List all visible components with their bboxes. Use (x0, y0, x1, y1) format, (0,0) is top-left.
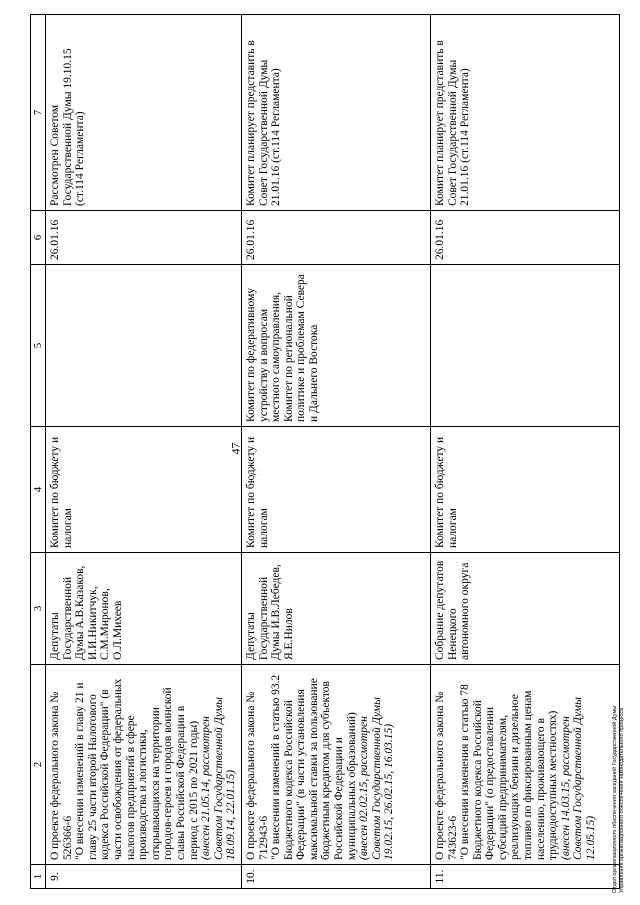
column-header: 2 (31, 665, 46, 865)
date: 26.01.16 (241, 211, 430, 265)
bill-body: "О внесении изменения в статью 78 Бюджетного кодекса Российской Федерации" (о предоставлении субсидий предпринимателям, реализующих бензин и дизельное топливо по фиксированным ценам населению, проживающего в труднодоступных местностях) (459, 684, 560, 860)
bill-description (46, 665, 242, 865)
column-header: 7 (31, 15, 46, 211)
initiator: Собрание депутатов Ненецкого автономного округа (430, 553, 619, 665)
status: Рассмотрен Советом Государственной Думы 19.10.15 (ст.114 Регламента) (46, 15, 242, 211)
committee: Комитет по бюджету и налогам (46, 427, 242, 553)
co-committee (430, 265, 619, 427)
row-number: 10. (241, 865, 430, 889)
bills-table (30, 14, 620, 889)
bill-note: (внесен 14.03.15, рассмотрен Советом Государственной Думы 12.05.15) (559, 697, 598, 860)
page-number: 47 (228, 442, 243, 455)
footer (612, 393, 626, 893)
footer-line: Управления организационного обеспечения законодательного процесса (619, 707, 625, 893)
bill-note: (внесен 02.02.15, рассмотрен Советом Государственной Думы 19.02.15, 26.02.15, 16.03.15) (358, 697, 396, 860)
committee: Комитет по бюджету и налогам (430, 427, 619, 553)
row-number: 9. (46, 865, 242, 889)
column-header: 3 (31, 553, 46, 665)
bill-description (241, 665, 430, 865)
date: 26.01.16 (430, 211, 619, 265)
footer-line: Отдел организационного обеспечения заседаний Государственной Думы (612, 705, 618, 893)
header-row (31, 15, 46, 889)
bill-title: О проекте федерального закона № 743623-6 (433, 691, 459, 860)
column-header: 4 (31, 427, 46, 553)
column-header: 5 (31, 265, 46, 427)
initiator: Депутаты Государственной Думы И.В.Лебедев, Я.Е.Нилов (241, 553, 430, 665)
bill-note: (внесен 21.05.14, рассмотрен Советом Государственной Думы 18.09.14, 22.01.15) (200, 697, 238, 860)
column-header: 6 (31, 211, 46, 265)
table-row (241, 15, 430, 889)
co-committee: Комитет по федеративному устройству и вопросам местного самоуправления, Комитет по региональной политике и проблемам Севера и Дальнего Востока (241, 265, 430, 427)
column-header: 1 (31, 865, 46, 889)
table-row (430, 15, 619, 889)
bill-title: О проекте федерального закона № 526366-6 (49, 691, 74, 860)
co-committee (46, 265, 242, 427)
date: 26.01.16 (46, 211, 242, 265)
bill-description (430, 665, 619, 865)
bill-body: "О внесении изменений в статью 93.2 Бюджетного кодекса Российской Федерации" (в части установления максимальной ставки за пользование бюджетным кредитом для субъектов Российской Федерации и муниципальных образований) (270, 674, 358, 860)
bill-title: О проекте федерального закона № 712943-6 (244, 691, 270, 860)
committee: Комитет по бюджету и налогам (241, 427, 430, 553)
status: Комитет планирует представить в Совет Государственной Думы 21.01.16 (ст.114 Регламента) (430, 15, 619, 211)
initiator: Депутаты Государственной Думы А.В.Казаков, И.И.Никитчук, С.М.Миронов, О.Л.Михеев (46, 553, 242, 665)
table-row (46, 15, 242, 889)
row-number: 11. (430, 865, 619, 889)
status: Комитет планирует представить в Совет Государственной Думы 21.01.16 (ст.114 Регламента) (241, 15, 430, 211)
bill-body: "О внесении изменений в главу 21 и главу 25 части второй Налогового кодекса Российской Федерации" (в части освобождения от федеральных налогов предприятий в сфере производства и логистики, открывающихся на территории городов-героев и городов воинской славы Российской Федерации в период с 2015 по 2021 годы) (74, 678, 200, 860)
